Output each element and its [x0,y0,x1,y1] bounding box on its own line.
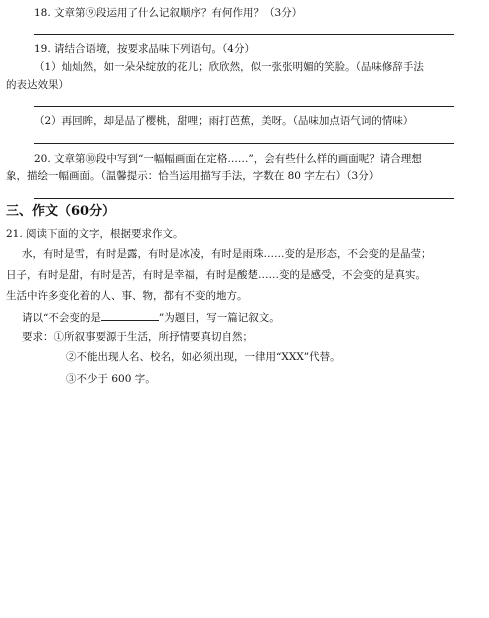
q21-intro: 21. 阅读下面的文字，根据要求作文。 [6,228,184,240]
q21-requirement-2: ②不能出现人名、校名，如必须出现，一律用“XXX”代替。 [66,351,341,363]
q19-part2: （2）再回眸，却是品了樱桃，甜哩；雨打芭蕉，美呀。（品味加点语气词的情味） [34,115,414,127]
q19-part1-line1: （1）灿灿然，如一朵朵绽放的花儿；欣欣然，似一张张明媚的笑脸。（品味修辞手法 [34,61,424,73]
q21-requirement-3: ③不少于 600 字。 [66,373,156,385]
q19-part1-line2: 的表达效果） [6,79,69,91]
title-blank[interactable] [101,309,159,321]
q21-title-prompt [22,309,280,325]
q20-answer-line[interactable] [34,198,454,199]
q18-answer-line[interactable] [34,34,454,35]
q20-line2: 象，描绘一幅画面。（温馨提示：恰当运用描写手法，字数在 80 字左右）（3分） [6,170,380,182]
q21-prompt-after: ”为题目，写一篇记叙文。 [158,312,280,324]
q19-text: 19. 请结合语境，按要求品味下列语句。（4分） [34,43,255,55]
q21-requirement-1: 要求：①所叙事要源于生活，所抒情要真切自然； [22,331,253,343]
q20-line1: 20. 文章第⑩段中写到“一幅幅画面在定格……”，会有些什么样的画面呢？请合理想 [34,153,422,165]
q21-passage-line3: 生活中许多变化着的人、事、物，都有不变的地方。 [6,290,248,302]
q18-text: 18. 文章第⑨段运用了什么记叙顺序？有何作用？（3分） [34,7,303,19]
section3-heading: 三、作文（60分） [6,204,116,219]
q21-prompt-before: 请以“不会变的是 [22,312,101,324]
q19-part2-answer-line[interactable] [34,143,454,144]
q21-passage-line2: 日子，有时是甜，有时是苦，有时是幸福，有时是酸楚……变的是感受，不会变的是真实。 [6,269,426,281]
q21-passage-line1: 水，有时是雪，有时是露，有时是冰凌，有时是雨珠……变的是形态，不会变的是晶莹； [22,248,432,260]
q19-part1-answer-line[interactable] [34,106,454,107]
